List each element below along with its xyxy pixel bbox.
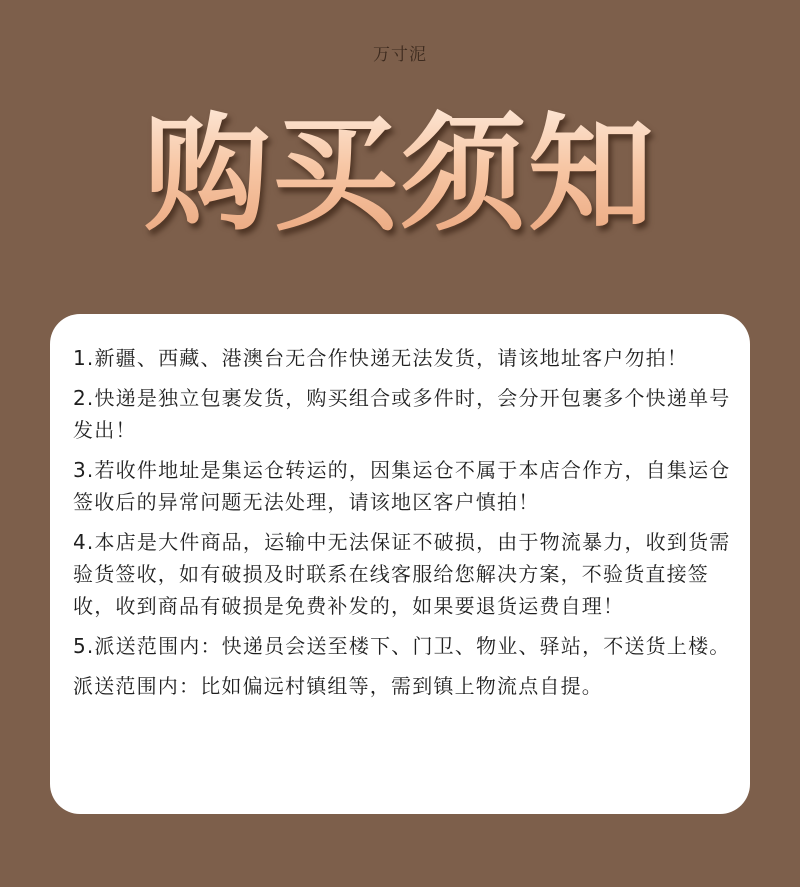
notice-6: 派送范围内：比如偏远村镇组等，需到镇上物流点自提。 (73, 674, 603, 698)
notice-1: 1.新疆、西藏、港澳台无合作快递无法发货，请该地址客户勿拍！ (73, 346, 689, 370)
page-title: 购买须知 (0, 100, 800, 250)
notice-card (50, 314, 750, 814)
notice-3: 3.若收件地址是集运仓转运的，因集运仓不属于本店合作方，自集运仓签收后的异常问题无法处理，请该地区客户慎拍！ (73, 458, 731, 514)
brand-name: 万寸泥 (373, 45, 427, 65)
notice-4: 4.本店是大件商品，运输中无法保证不破损，由于物流暴力，收到货需验货签收，如有破损及时联系在线客服给您解决方案，不验货直接签收，收到商品有破损是免费补发的，如果要退货运费自理！ (73, 530, 731, 618)
notice-2: 2.快递是独立包裹发货，购买组合或多件时，会分开包裹多个快递单号发出！ (73, 386, 731, 442)
notice-5: 5.派送范围内：快递员会送至楼下、门卫、物业、驿站，不送货上楼。 (73, 634, 731, 658)
